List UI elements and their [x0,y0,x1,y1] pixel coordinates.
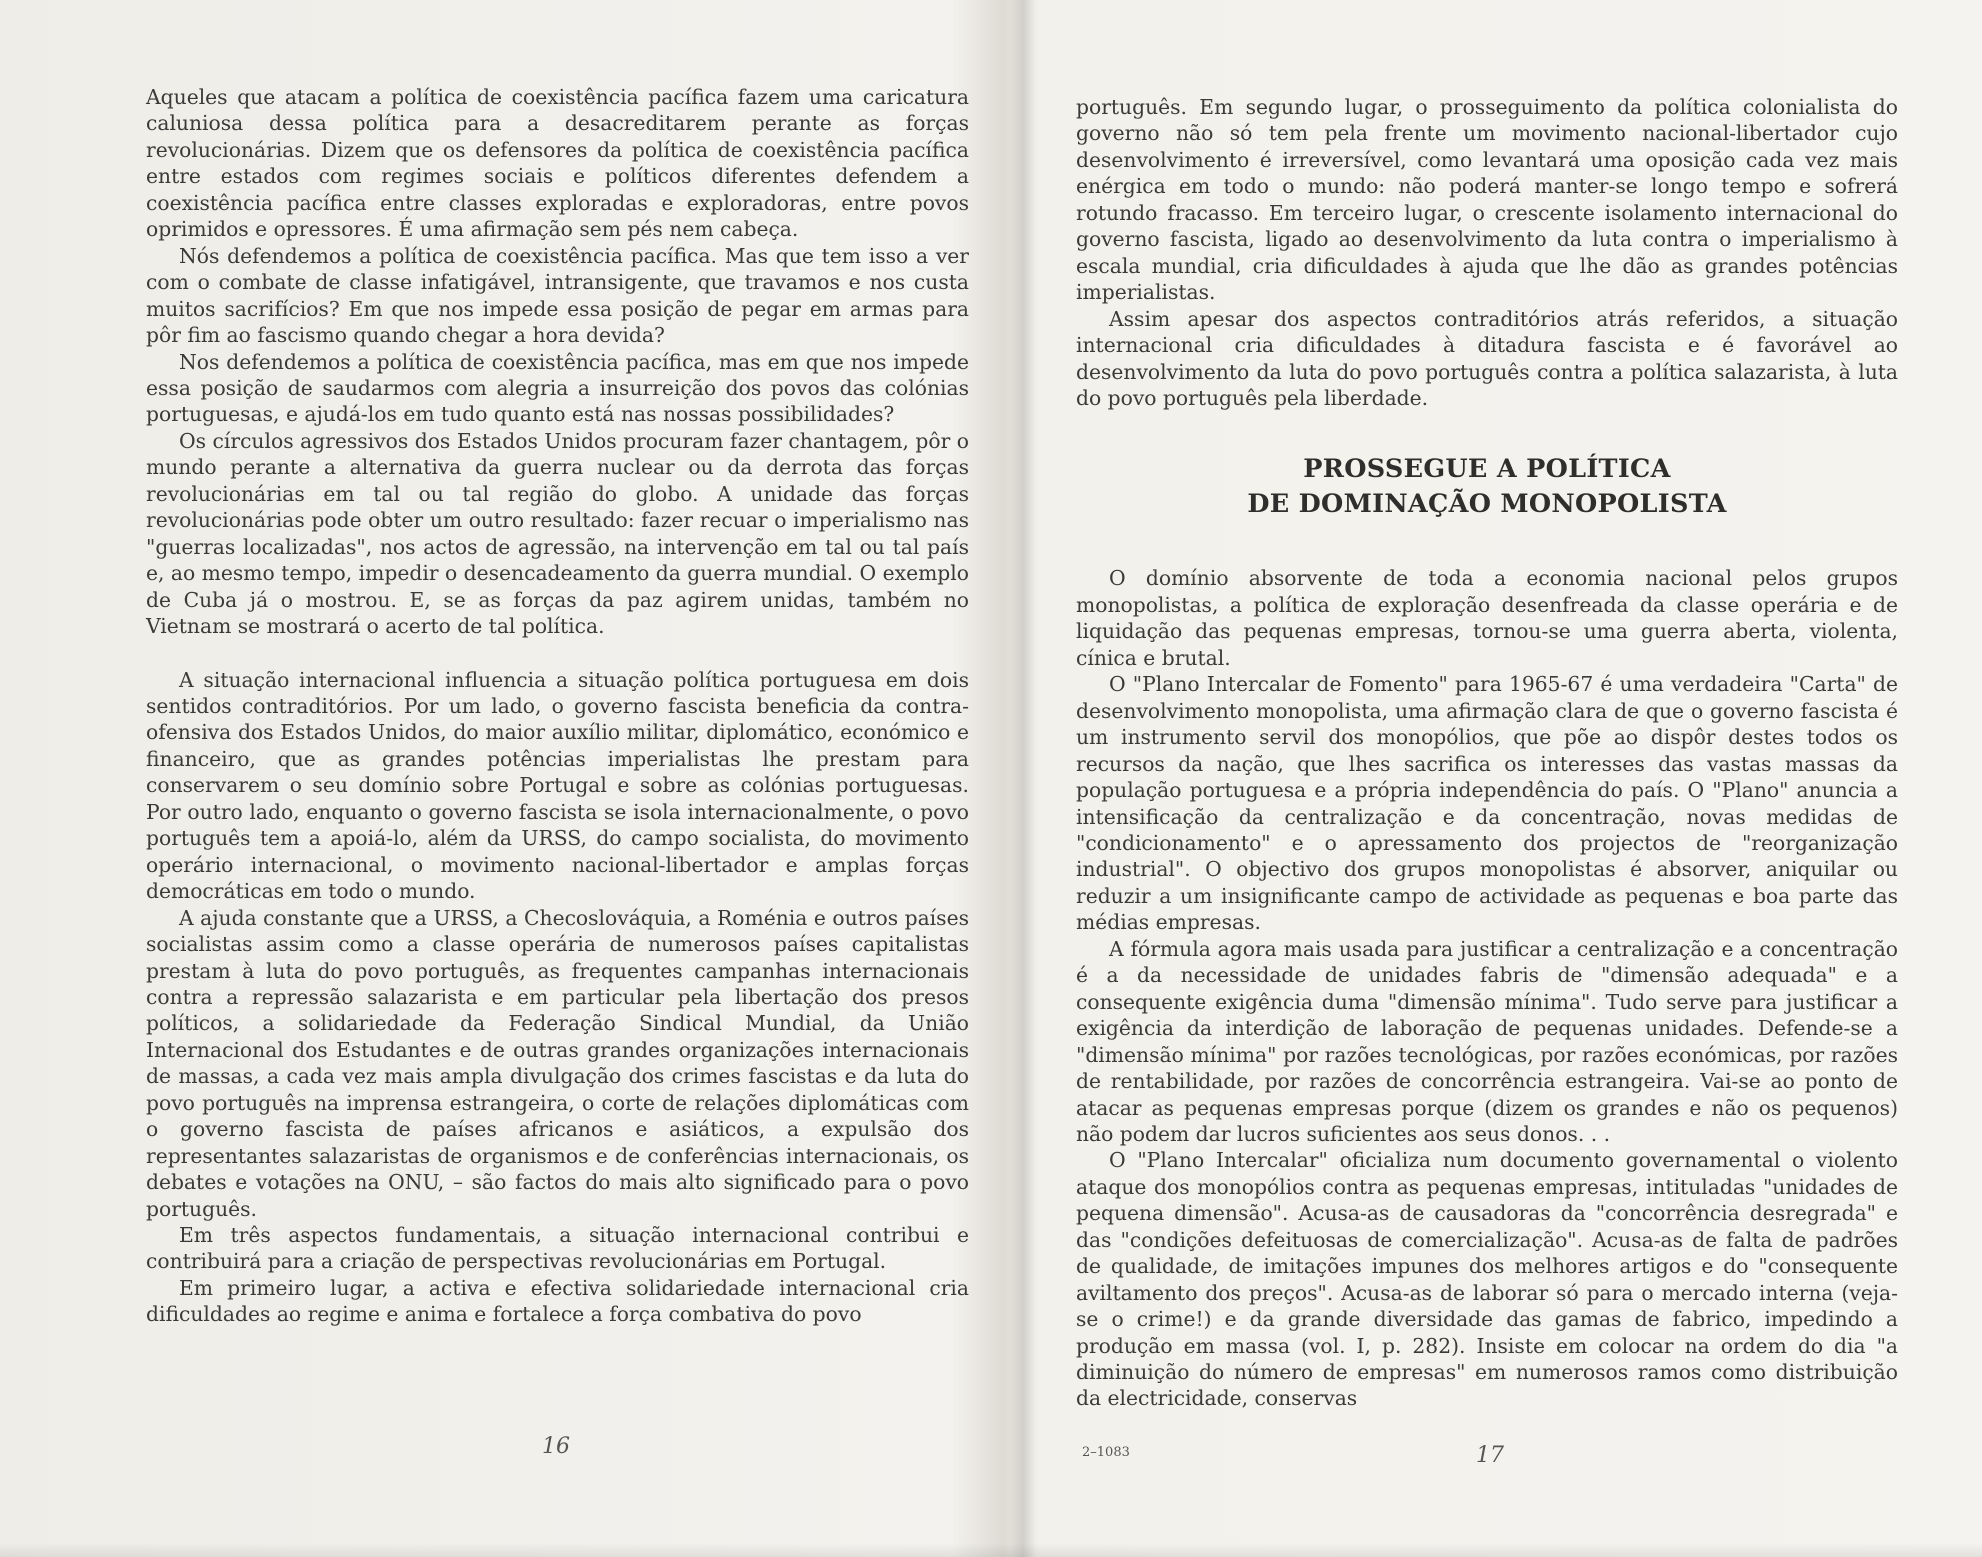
page-bottom-edge [0,1543,1982,1557]
paragraph: Em primeiro lugar, a activa e efectiva solidariedade internacional cria dificuldades ao regime e anima e fortalece a força combativa do povo [146,1275,969,1327]
paragraph: Nós defendemos a política de coexistência pacífica. Mas que tem isso a ver com o combate de classe infatigável, intransigente, que travamos e nos custa muitos sacrifícios? Em que nos impede essa posição de pegar em armas para pôr fim ao fascismo quando chegar a hora devida? [146,243,969,348]
paragraph: Nos defendemos a política de coexistência pacífica, mas em que nos impede essa posição de saudarmos com alegria a insurreição dos povos das colónias portuguesas, e ajudá-los em tudo quanto está nas nossas possibilidades? [146,349,969,427]
paragraph: A ajuda constante que a URSS, a Checoslováquia, a Roménia e outros países socialistas assim como a classe operária de numerosos países capitalistas prestam à luta do povo português, as frequentes campanhas internacionais contra a repressão salazarista e em particular pela libertação dos presos políticos, a solidariedade da Federação Sindical Mundial, da União Internacional dos Estudantes e de outras grandes organizações internacionais de massas, a cada vez mais ampla divulgação dos crimes fascistas e da luta do povo português na imprensa estrangeira, o corte de relações diplomáticas com o governo fascista de países africanos e asiáticos, a expulsão dos representantes salazaristas de organismos e de conferências internacionais, os debates e votações na ONU, – são factos do mais alto significado para o povo português. [146,905,969,1221]
paragraph: O domínio absorvente de toda a economia nacional pelos grupos monopolistas, a política de exploração desenfreada da classe operária e de liquidação das pequenas empresas, tornou-se uma guerra aberta, violenta, cínica e brutal. [1076,566,1898,670]
right-page [1076,94,1898,1412]
paragraph: Os círculos agressivos dos Estados Unidos procuram fazer chantagem, pôr o mundo perante a alternativa da guerra nuclear ou da derrota das forças revolucionárias em tal ou tal região do globo. A unidade das forças revolucionárias pode obter um outro resultado: fazer recuar o imperialismo nas "guerras localizadas", nos actos de agressão, na intervenção em tal ou tal país e, ao mesmo tempo, impedir o desencadeamento da guerra mundial. O exemplo de Cuba já o mostrou. E, se as forças da paz agirem unidas, também no Vietnam se mostrará o acerto de tal política. [146,428,969,639]
paragraph: A fórmula agora mais usada para justificar a centralização e a concentração é a da necessidade de unidades fabris de "dimensão adequada" e a consequente exigência duma "dimensão mínima". Tudo serve para justificar a exigência da interdição de laboração de pequenas unidades. Defende-se a "dimensão mínima" por razões tecnológicas, por razões económicas, por razões de rentabilidade, por razões de concorrência estrangeira. Vai-se ao ponto de atacar as pequenas empresas porque (dizem os grandes e não os pequenos) não podem dar lucros suficientes aos seus donos. . . [1076,936,1898,1146]
printer-signature-mark: 2–1083 [1082,1445,1130,1460]
paragraph: O "Plano Intercalar de Fomento" para 1965-67 é uma verdadeira "Carta" de desenvolvimento monopolista, uma afirmação clara de que o governo fascista é um instrumento servil dos monopólios, que põe ao dispôr destes todos os recursos da nação, que lhes sacrifica os interesses das vastas massas da população portuguesa e a própria independência do país. O "Plano" anuncia a intensificação da centralização e da concentração, novas medidas de "condicionamento" e o apressamento dos projectos de "reorganização industrial". O objectivo dos grupos monopolistas é absorver, aniquilar ou reduzir a um insignificante campo de actividade as pequenas e boa parte das médias empresas. [1076,672,1898,935]
page-number-left: 16 [542,1434,570,1459]
paragraph: O "Plano Intercalar" oficializa num documento governamental o violento ataque dos monopólios contra as pequenas empresas, intituladas "unidades de pequena dimensão". Acusa-as de causadoras da "concorrência desregrada" e das "condições defeituosas de comercialização". Acusa-as de falta de padrões de qualidade, de imitações impunes dos melhores artigos e do "consequente aviltamento dos preços". Acusa-as de laborar só para o mercado interna (veja-se o crime!) e da grande diversidade das gamas de fabrico, impedindo a produção em massa (vol. I, p. 282). Insiste em colocar na ordem do dia "a diminuição do número de empresas" em numerosos ramos como distribuição da electricidade, conservas [1076,1148,1898,1411]
section-heading [1076,452,1898,522]
left-page [146,84,969,1328]
paragraph: A situação internacional influencia a situação política portuguesa em dois sentidos contraditórios. Por um lado, o governo fascista beneficia da contra-ofensiva dos Estados Unidos, do maior auxílio militar, diplomático, económico e financeiro, que as grandes potências imperialistas lhe prestam para conservarem o seu domínio sobre Portugal e sobre as colónias portuguesas. Por outro lado, enquanto o governo fascista se isola internacionalmente, o povo português tem a apoiá-lo, além da URSS, do campo socialista, do movimento operário internacional, o movimento nacional-libertador e amplas forças democráticas em todo o mundo. [146,667,969,904]
paragraph: Assim apesar dos aspectos contraditórios atrás referidos, a situação internacional cria dificuldades à ditadura fascista e é favorável ao desenvolvimento da luta do povo português contra a política salazarista, à luta do povo português pela liberdade. [1076,306,1898,410]
paragraph: Aqueles que atacam a política de coexistência pacífica fazem uma caricatura caluniosa dessa política para a desacreditarem perante as forças revolucionárias. Dizem que os defensores da política de coexistência pacífica entre estados com regimes sociais e políticos diferentes defendem a coexistência pacífica entre classes exploradas e exploradoras, entre povos oprimidos e opressores. É uma afirmação sem pés nem cabeça. [146,85,969,242]
paragraph: Em três aspectos fundamentais, a situação internacional contribui e contribuirá para a criação de perspectivas revolucionárias em Portugal. [146,1223,969,1274]
page-number-right: 17 [1476,1443,1504,1468]
paragraph: português. Em segundo lugar, o prosseguimento da política colonialista do governo não só tem pela frente um movimento nacional-libertador cujo desenvolvimento é irreversível, como levantará uma oposição cada vez mais enérgica em todo o mundo: não poderá manter-se longo tempo e sofrerá rotundo fracasso. Em terceiro lugar, o crescente isolamento internacional do governo fascista, ligado ao desenvolvimento da luta contra o imperialismo à escala mundial, cria dificuldades à ajuda que lhe dão as grandes potências imperialistas. [1076,95,1898,305]
section-heading-line: DE DOMINAÇÃO MONOPOLISTA [1247,489,1727,520]
section-heading-line: PROSSEGUE A POLÍTICA [1303,454,1671,485]
book-gutter [1010,0,1036,1557]
